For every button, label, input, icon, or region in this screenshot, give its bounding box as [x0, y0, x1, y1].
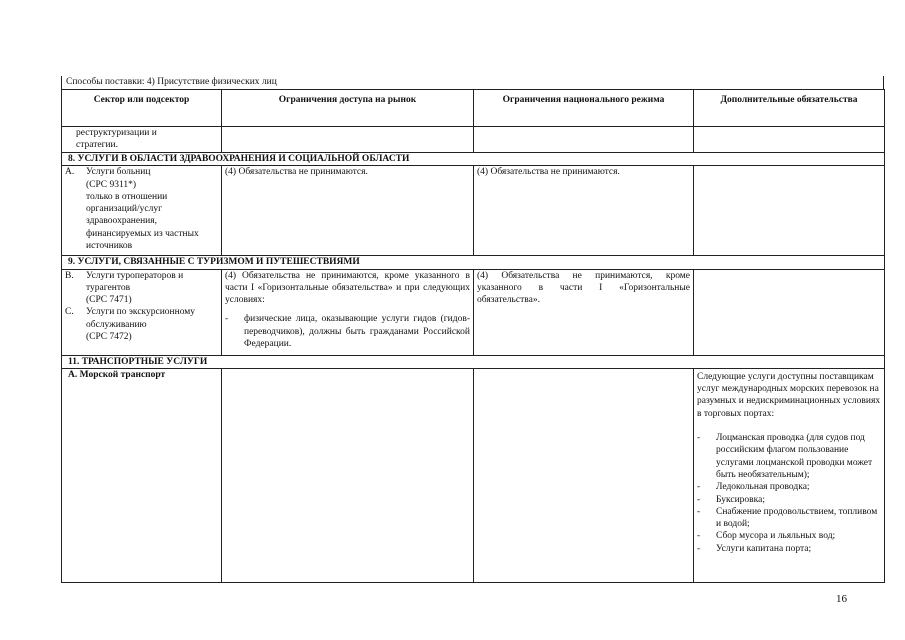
additional-text: Следующие услуги доступны поставщикам услуг международных морских перевозок на разумных и недискриминационных условиях в торговых портах: — [697, 371, 881, 419]
sector-text: финансируемых из частных — [86, 228, 199, 239]
sector-cell: A. Морской транспорт — [62, 368, 222, 582]
entry-letter: B. — [65, 270, 74, 281]
market-access-cell: (4) Обязательства не принимаются, кроме указанного в части I «Горизонтальные обязательства» и при следующих условиях: - физические лица, оказывающие услуги гидов (гидов-переводчиков), должны быть гражданами Российской Федерации. — [222, 269, 474, 355]
sector-text: только в отношении — [86, 191, 168, 202]
sector-text: (CPC 7471) — [86, 295, 132, 306]
sector-text: Услуги по экскурсионному — [86, 307, 196, 318]
sector-text: Услуги больниц — [86, 167, 151, 178]
list-item: Услуги капитана порта; — [716, 543, 812, 554]
table-row — [62, 127, 885, 153]
table-row — [62, 166, 885, 256]
col-additional-header: Дополнительные обязательства — [694, 90, 885, 127]
sector-text: (CPC 7472) — [86, 332, 132, 343]
col-market-access-header: Ограничения доступа на рынок — [222, 90, 474, 127]
sector-text: (CPC 9311*) — [86, 179, 137, 190]
sector-text: здравоохранения, — [86, 216, 157, 227]
market-access-cell: (4) Обязательства не принимаются. — [222, 166, 474, 256]
table-row — [62, 368, 885, 582]
section-row — [62, 256, 885, 269]
col-sector-header: Сектор или подсектор — [62, 90, 222, 127]
list-item: Сбор мусора и льяльных вод; — [716, 531, 836, 542]
col-national-treatment-header: Ограничения национального режима — [474, 90, 694, 127]
sector-cell — [62, 127, 222, 153]
market-access-condition: физические лица, оказывающие услуги гидов (гидов-переводчиков), должны быть гражданами Российской Федерации. — [244, 314, 470, 350]
section-title: 11. ТРАНСПОРТНЫЕ УСЛУГИ — [62, 355, 885, 368]
table-row — [62, 269, 885, 355]
national-treatment-cell: (4) Обязательства не принимаются, кроме указанного в части I «Горизонтальные обязательства». — [474, 269, 694, 355]
page-number: 16 — [836, 593, 847, 605]
entry-letter: C. — [65, 307, 74, 318]
sector-cell — [62, 166, 222, 256]
sector-cell — [62, 269, 222, 355]
sector-text: обслуживанию — [86, 319, 147, 330]
market-access-text: (4) Обязательства не принимаются, кроме указанного в части I «Горизонтальные обязательства» и при следующих условиях: — [225, 270, 470, 306]
sector-text: источников — [86, 241, 133, 252]
national-treatment-cell: (4) Обязательства не принимаются. — [474, 166, 694, 256]
sector-text: Услуги туроператоров и — [86, 270, 184, 281]
sector-text: турагентов — [86, 282, 131, 293]
list-item: Буксировка; — [716, 494, 765, 505]
commitments-table — [61, 89, 885, 583]
section-title: 9. УСЛУГИ, СВЯЗАННЫЕ С ТУРИЗМОМ И ПУТЕШЕСТВИЯМИ — [62, 256, 885, 269]
list-item: Снабжение продовольствием, топливом и водой; — [716, 506, 878, 530]
supply-mode-line: Способы поставки: 4) Присутствие физических лиц — [61, 76, 884, 89]
section-title: 8. УСЛУГИ В ОБЛАСТИ ЗДРАВООХРАНЕНИЯ И СОЦИАЛЬНОЙ ОБЛАСТИ — [62, 153, 885, 166]
additional-commitments-cell: Следующие услуги доступны поставщикам услуг международных морских перевозок на разумных и недискриминационных условиях в торговых портах: - Лоцманская проводка (для судов под российским флагом пользование услугами лоцманской проводки может быть необязательным); - Ледокольная проводка; - Буксировка; - Снабжение продовольствием, топливом и водой; - Сбор мусора и льяльных вод; - Услуги капитана порта; — [694, 368, 885, 582]
table-header-row — [62, 90, 885, 127]
entry-letter: A. — [65, 167, 75, 178]
sector-text: стратегии. — [76, 140, 119, 151]
sector-text: организаций/услуг — [86, 204, 162, 215]
section-row — [62, 355, 885, 368]
section-row — [62, 153, 885, 166]
sector-text: реструктуризации и — [76, 128, 157, 138]
list-item: Лоцманская проводка (для судов под российским флагом пользование услугами лоцманской проводки может быть необязательным); — [716, 433, 873, 480]
list-item: Ледокольная проводка; — [716, 482, 810, 493]
